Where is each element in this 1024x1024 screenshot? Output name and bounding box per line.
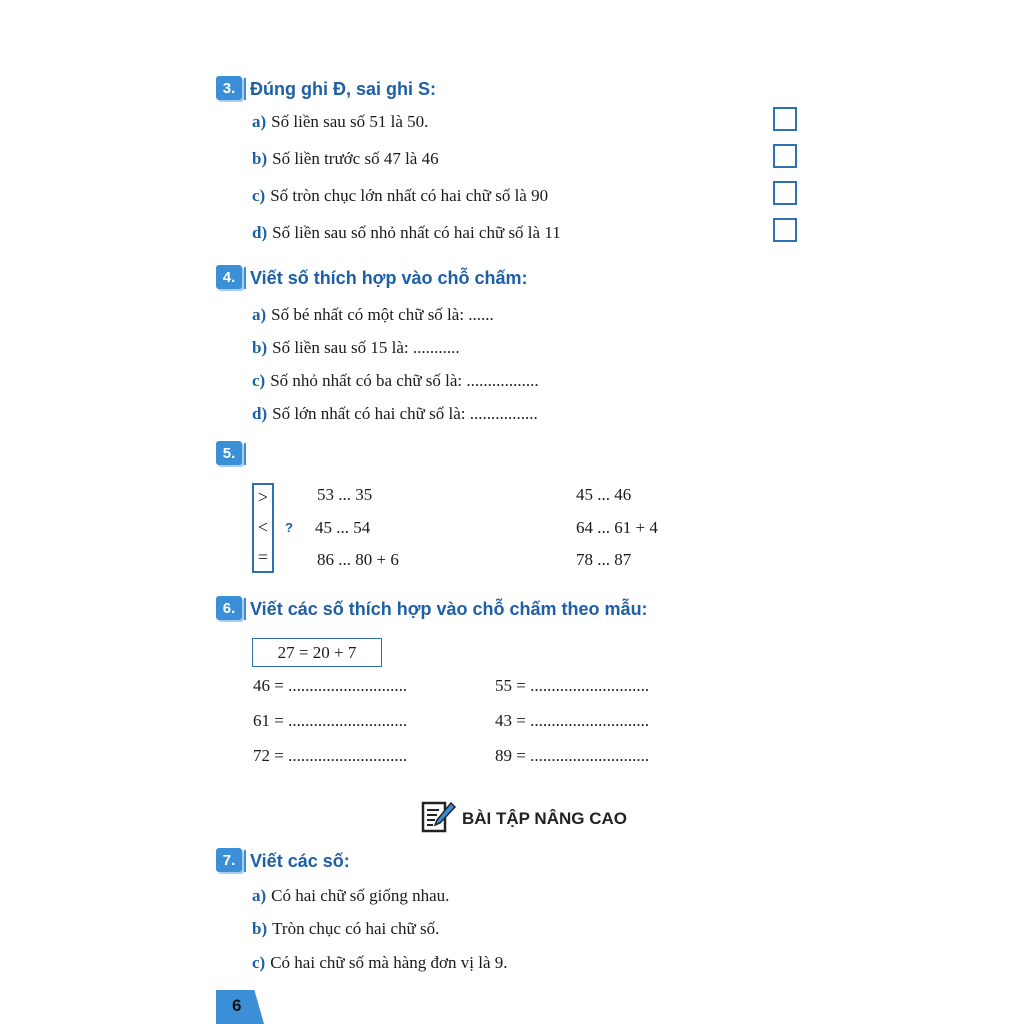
answer-box-b[interactable] <box>773 144 797 168</box>
page-number: 6 <box>232 996 242 1015</box>
ex3-item-b: b) Số liền trước số 47 là 46 <box>252 149 439 168</box>
advanced-section-title: BÀI TẬP NÂNG CAO <box>462 809 627 828</box>
ex4-item-c: c) Số nhỏ nhất có ba chữ số là: ................. <box>252 371 539 390</box>
exercise-7-badge: 7. <box>216 848 242 872</box>
greater-sign: > <box>257 487 269 507</box>
compare-right-2: 64 ... 61 + 4 <box>576 518 658 537</box>
decompose-right-1: 55 = ............................ <box>495 676 650 695</box>
exercise-4-badge: 4. <box>216 265 242 289</box>
pencil-notepad-icon <box>421 800 457 834</box>
answer-box-a[interactable] <box>773 107 797 131</box>
equal-sign: = <box>257 547 269 567</box>
ex7-item-a: a) Có hai chữ số giống nhau. <box>252 886 450 905</box>
exercise-7-title: Viết các số: <box>250 851 350 871</box>
decompose-left-1: 46 = ............................ <box>253 676 408 695</box>
compare-left-2: 45 ... 54 <box>315 518 371 537</box>
badge-divider <box>244 598 246 620</box>
ex3-item-c: c) Số tròn chục lớn nhất có hai chữ số là 90 <box>252 186 549 205</box>
decompose-left-3: 72 = ............................ <box>253 746 408 765</box>
ex4-item-d: d) Số lớn nhất có hai chữ số là: ................ <box>252 404 538 423</box>
ex4-item-b: b) Số liền sau số 15 là: ........... <box>252 338 460 357</box>
badge-divider <box>244 267 246 289</box>
badge-divider <box>244 78 246 100</box>
decompose-right-3: 89 = ............................ <box>495 746 650 765</box>
decompose-right-2: 43 = ............................ <box>495 711 650 730</box>
compare-left-1: 53 ... 35 <box>317 485 373 504</box>
exercise-6-title: Viết các số thích hợp vào chỗ chấm theo mẫu: <box>250 599 648 619</box>
exercise-4-title: Viết số thích hợp vào chỗ chấm: <box>250 268 528 288</box>
answer-box-c[interactable] <box>773 181 797 205</box>
sample-box: 27 = 20 + 7 <box>252 638 382 667</box>
compare-left-3: 86 ... 80 + 6 <box>317 550 399 569</box>
exercise-3-title: Đúng ghi Đ, sai ghi S: <box>250 79 436 99</box>
ex4-item-a: a) Số bé nhất có một chữ số là: ...... <box>252 305 494 324</box>
answer-box-d[interactable] <box>773 218 797 242</box>
exercise-6-badge: 6. <box>216 596 242 620</box>
badge-divider <box>244 850 246 872</box>
ex3-item-a: a) Số liền sau số 51 là 50. <box>252 112 429 131</box>
exercise-3-badge: 3. <box>216 76 242 100</box>
less-sign: < <box>257 517 269 537</box>
exercise-5-badge: 5. <box>216 441 242 465</box>
compare-right-1: 45 ... 46 <box>576 485 632 504</box>
decompose-left-2: 61 = ............................ <box>253 711 408 730</box>
question-mark: ? <box>285 520 293 535</box>
ex3-item-d: d) Số liền sau số nhỏ nhất có hai chữ số là 11 <box>252 223 561 242</box>
comparison-signs-box <box>252 483 274 573</box>
badge-divider <box>244 443 246 465</box>
compare-right-3: 78 ... 87 <box>576 550 632 569</box>
ex7-item-b: b) Tròn chục có hai chữ số. <box>252 919 440 938</box>
ex7-item-c: c) Có hai chữ số mà hàng đơn vị là 9. <box>252 953 508 972</box>
